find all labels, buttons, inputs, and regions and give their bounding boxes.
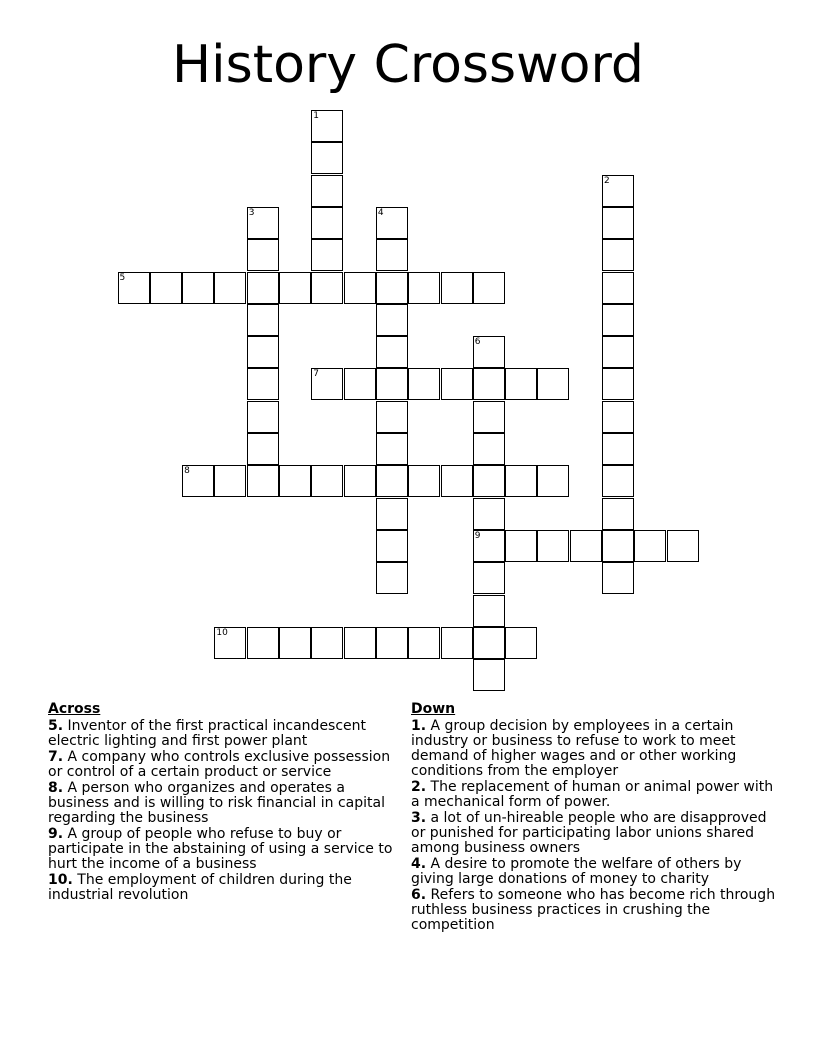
- down-clues: [411, 702, 781, 934]
- grid-cell[interactable]: [602, 175, 634, 207]
- clue-across-9: [48, 827, 403, 872]
- grid-cell[interactable]: [602, 562, 634, 594]
- clue-number: 4.: [411, 856, 427, 872]
- grid-cell[interactable]: [376, 401, 408, 433]
- grid-cell[interactable]: [602, 401, 634, 433]
- grid-cell[interactable]: [214, 627, 246, 659]
- clue-down-4: [411, 857, 781, 887]
- grid-cell[interactable]: [473, 562, 505, 594]
- grid-cell[interactable]: [118, 272, 150, 304]
- clue-down-2: [411, 780, 781, 810]
- grid-cell[interactable]: [408, 272, 440, 304]
- grid-cell[interactable]: [473, 595, 505, 627]
- cell-number: 5: [119, 272, 126, 283]
- clue-number: 1.: [411, 718, 427, 734]
- grid-cell[interactable]: [344, 627, 376, 659]
- grid-cell[interactable]: [247, 465, 279, 497]
- grid-cell[interactable]: [344, 272, 376, 304]
- grid-cell[interactable]: [311, 627, 343, 659]
- clue-across-10: [48, 873, 403, 903]
- grid-cell[interactable]: [376, 627, 408, 659]
- grid-cell[interactable]: [602, 336, 634, 368]
- grid-cell[interactable]: [376, 239, 408, 271]
- grid-cell[interactable]: [150, 272, 182, 304]
- cell-number: 4: [377, 207, 384, 218]
- grid-cell[interactable]: [473, 627, 505, 659]
- grid-cell[interactable]: [441, 465, 473, 497]
- clue-text: Refers to someone who has become rich through ruthless business practices in crushing the competition: [411, 887, 776, 933]
- grid-cell[interactable]: [247, 239, 279, 271]
- grid-cell[interactable]: [376, 465, 408, 497]
- grid-cell[interactable]: [570, 530, 602, 562]
- clue-text: A company who controls exclusive possession or control of a certain product or service: [48, 749, 391, 780]
- grid-cell[interactable]: [537, 368, 569, 400]
- grid-cell[interactable]: [537, 530, 569, 562]
- grid-cell[interactable]: [473, 465, 505, 497]
- grid-cell[interactable]: [182, 465, 214, 497]
- grid-cell[interactable]: [473, 401, 505, 433]
- grid-cell[interactable]: [376, 368, 408, 400]
- grid-cell[interactable]: [667, 530, 699, 562]
- grid-cell[interactable]: [376, 304, 408, 336]
- grid-cell[interactable]: [505, 465, 537, 497]
- clue-text: A group of people who refuse to buy or participate in the abstaining of using a service to hurt the income of a business: [48, 826, 393, 872]
- across-heading: Across: [48, 701, 101, 717]
- grid-cell[interactable]: [214, 465, 246, 497]
- grid-cell[interactable]: [473, 336, 505, 368]
- grid-cell[interactable]: [311, 465, 343, 497]
- grid-cell[interactable]: [473, 498, 505, 530]
- grid-cell[interactable]: [473, 368, 505, 400]
- grid-cell[interactable]: [247, 433, 279, 465]
- grid-cell[interactable]: [279, 272, 311, 304]
- grid-cell[interactable]: [473, 659, 505, 691]
- cell-number: 10: [216, 627, 228, 638]
- clue-down-6: [411, 888, 781, 933]
- grid-cell[interactable]: [279, 465, 311, 497]
- grid-cell[interactable]: [247, 627, 279, 659]
- grid-cell[interactable]: [602, 498, 634, 530]
- grid-cell[interactable]: [505, 530, 537, 562]
- grid-cell[interactable]: [634, 530, 666, 562]
- cell-number: 9: [474, 530, 481, 541]
- cell-number: 8: [184, 466, 190, 477]
- grid-cell[interactable]: [441, 627, 473, 659]
- clue-number: 10.: [48, 872, 73, 888]
- clue-down-1: [411, 719, 781, 779]
- grid-cell[interactable]: [311, 368, 343, 400]
- cell-number: 2: [604, 175, 610, 186]
- clue-text: The employment of children during the industrial revolution: [48, 872, 352, 903]
- cell-number: 6: [474, 337, 481, 348]
- clue-text: A desire to promote the welfare of others by giving large donations of money to charity: [411, 856, 742, 887]
- grid-cell[interactable]: [311, 110, 343, 142]
- grid-cell[interactable]: [311, 272, 343, 304]
- grid-cell[interactable]: [182, 272, 214, 304]
- grid-cell[interactable]: [441, 272, 473, 304]
- grid-cell[interactable]: [602, 530, 634, 562]
- grid-cell[interactable]: [408, 627, 440, 659]
- grid-cell[interactable]: [505, 627, 537, 659]
- clue-text: The replacement of human or animal power with a mechanical form of power.: [411, 779, 774, 810]
- grid-cell[interactable]: [408, 465, 440, 497]
- clue-across-7: [48, 750, 403, 780]
- clue-text: Inventor of the first practical incandescent electric lighting and first power plant: [48, 718, 367, 749]
- grid-cell[interactable]: [214, 272, 246, 304]
- grid-cell[interactable]: [602, 304, 634, 336]
- grid-cell[interactable]: [247, 304, 279, 336]
- grid-cell[interactable]: [311, 239, 343, 271]
- grid-cell[interactable]: [473, 272, 505, 304]
- grid-cell[interactable]: [602, 433, 634, 465]
- cell-number: 1: [313, 111, 320, 121]
- grid-cell[interactable]: [602, 465, 634, 497]
- clue-number: 2.: [411, 779, 427, 795]
- cell-number: 3: [248, 207, 255, 218]
- grid-cell[interactable]: [441, 368, 473, 400]
- grid-cell[interactable]: [247, 272, 279, 304]
- down-heading: Down: [411, 701, 456, 717]
- clue-number: 8.: [48, 780, 64, 796]
- grid-cell[interactable]: [602, 272, 634, 304]
- clue-number: 7.: [48, 749, 64, 765]
- clue-across-8: [48, 781, 403, 826]
- grid-cell[interactable]: [473, 530, 505, 562]
- page-title: History Crossword: [172, 35, 644, 95]
- across-clues: [48, 702, 403, 904]
- grid-cell[interactable]: [602, 239, 634, 271]
- grid-cell[interactable]: [376, 336, 408, 368]
- clue-number: 3.: [411, 810, 427, 826]
- grid-cell[interactable]: [247, 368, 279, 400]
- clue-text: a lot of un-hireable people who are disapproved or punished for participating labor unions shared among business owners: [411, 810, 767, 856]
- grid-cell[interactable]: [505, 368, 537, 400]
- clue-number: 5.: [48, 718, 64, 734]
- grid-cell[interactable]: [602, 207, 634, 239]
- grid-cell[interactable]: [247, 401, 279, 433]
- grid-cell[interactable]: [279, 627, 311, 659]
- grid-cell[interactable]: [408, 368, 440, 400]
- grid-cell[interactable]: [376, 562, 408, 594]
- grid-cell[interactable]: [311, 207, 343, 239]
- cell-number: 7: [313, 369, 320, 380]
- grid-cell[interactable]: [311, 175, 343, 207]
- grid-cell[interactable]: [376, 498, 408, 530]
- grid-cell[interactable]: [376, 433, 408, 465]
- clue-across-5: [48, 719, 403, 749]
- grid-cell[interactable]: [537, 465, 569, 497]
- clue-text: A group decision by employees in a certain industry or business to refuse to work to meet demand of higher wages and or other working conditions from the employer: [411, 718, 737, 779]
- grid-cell[interactable]: [344, 465, 376, 497]
- grid-cell[interactable]: [376, 207, 408, 239]
- grid-cell[interactable]: [473, 433, 505, 465]
- grid-cell[interactable]: [376, 530, 408, 562]
- clue-number: 6.: [411, 887, 427, 903]
- clue-number: 9.: [48, 826, 64, 842]
- grid-cell[interactable]: [344, 368, 376, 400]
- grid-cell[interactable]: [311, 142, 343, 174]
- clue-down-3: [411, 811, 781, 856]
- clue-text: A person who organizes and operates a business and is willing to risk financial in capital regarding the business: [48, 780, 385, 826]
- grid-cell[interactable]: [247, 207, 279, 239]
- grid-cell[interactable]: [602, 368, 634, 400]
- grid-cell[interactable]: [376, 272, 408, 304]
- grid-cell[interactable]: [247, 336, 279, 368]
